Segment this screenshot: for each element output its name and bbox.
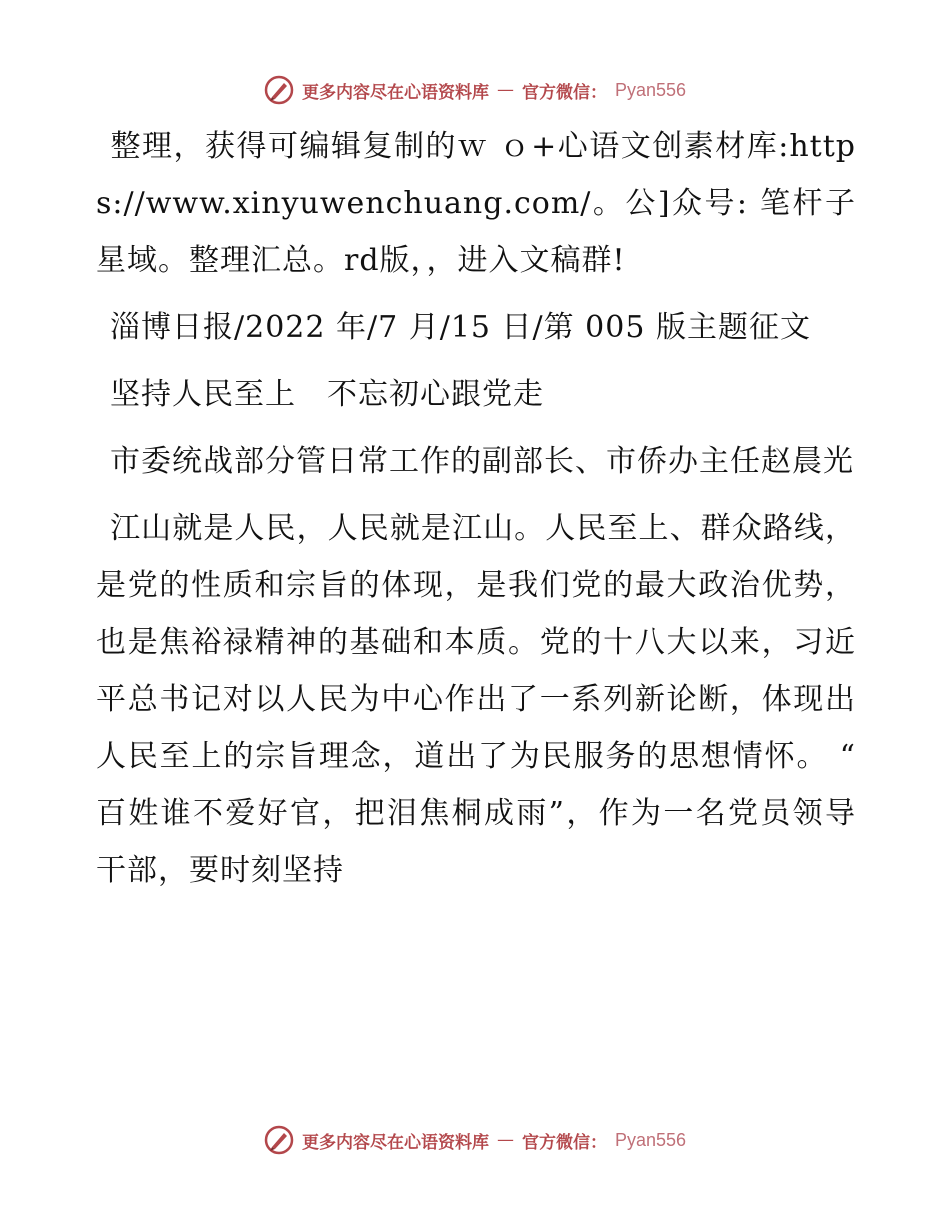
quill-logo-icon <box>264 75 294 105</box>
banner-promo-text: 更多内容尽在心语资料库 <box>301 82 489 103</box>
banner-wechat-label: 官方微信： <box>521 1132 607 1153</box>
banner-wechat-label: 官方微信： <box>521 82 607 103</box>
banner-wechat-id: Pyan556 <box>614 79 687 100</box>
footer-banner <box>0 1120 950 1160</box>
banner-separator: — <box>496 1130 514 1150</box>
document-body <box>96 118 856 909</box>
banner-separator: — <box>496 80 514 100</box>
banner-wechat-id: Pyan556 <box>614 1129 687 1150</box>
author-line: 市委统战部分管日常工作的副部长、市侨办主任赵晨光 <box>110 444 854 479</box>
body-paragraph: 江山就是人民，人民就是江山。人民至上、群众路线，是党的性质和宗旨的体现，是我们党的最大政治优势，也是焦裕禄精神的基础和本质。党的十八大以来，习近平总书记对以人民为中心作出了一系列新论断，体现出人民至上的宗旨理念，道出了为民服务的思想情怀。 “ 百姓谁不爱好官，把泪焦桐成雨”，作为一名党员领导干部，要时刻坚持 <box>96 511 856 888</box>
article-title: 坚持人民至上 不忘初心跟党走 <box>110 377 544 412</box>
quill-logo-icon <box>264 1125 294 1155</box>
header-banner <box>0 70 950 110</box>
source-line: 淄博日报/2022 年/7 月/15 日/第 005 版主题征文 <box>110 310 811 345</box>
banner-promo-text: 更多内容尽在心语资料库 <box>301 1132 489 1153</box>
intro-paragraph: 整理，获得可编辑复制的ｗ ｏ+心语文创素材库:https://www.xinyuwenchuang.com/。公]众号: 笔杆子星域。整理汇总。rd版，，进入文稿群! <box>96 129 856 278</box>
